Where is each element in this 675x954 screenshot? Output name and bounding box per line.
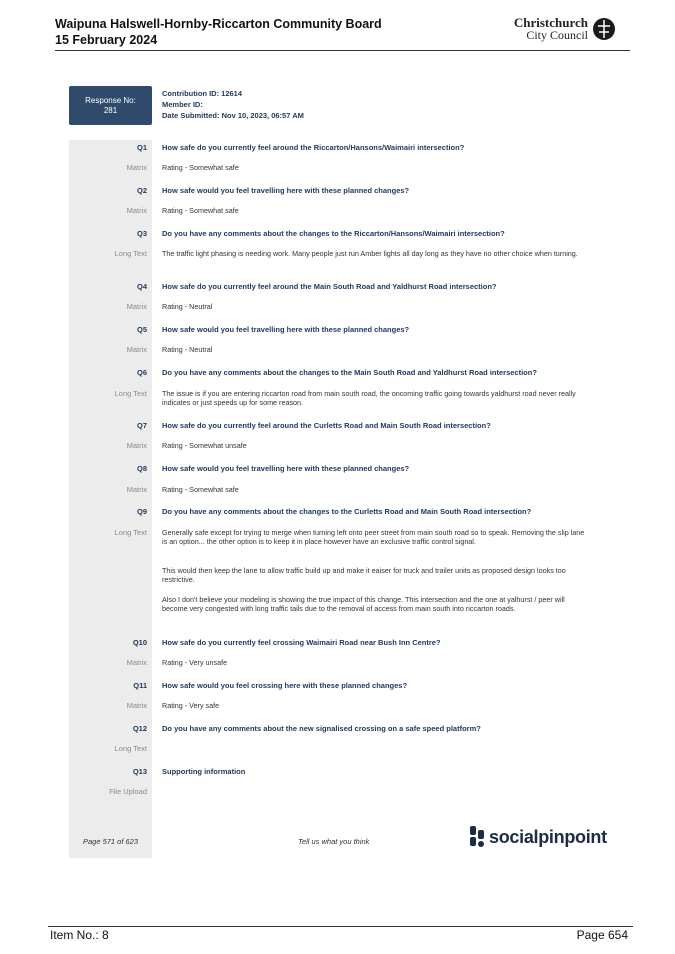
- answer-text: Rating - Somewhat safe: [162, 485, 239, 494]
- question-type: Matrix: [126, 163, 147, 172]
- question-number: Q13: [132, 767, 147, 776]
- question-type: Matrix: [126, 485, 147, 494]
- question-number: Q2: [136, 186, 147, 195]
- question-text: Supporting information: [162, 767, 246, 776]
- member-id-label: Member ID:: [162, 100, 203, 109]
- question-number: Q9: [136, 507, 147, 516]
- ccc-logo-icon: [592, 17, 616, 41]
- question-number: Q3: [136, 229, 147, 238]
- document-page-number: Page 654: [576, 928, 628, 942]
- socialpinpoint-logo-icon: [470, 826, 485, 848]
- response-label: Response No:: [85, 95, 136, 105]
- question-type: Long Text: [114, 744, 147, 753]
- question-number: Q8: [136, 464, 147, 473]
- answer-text: The traffic light phasing is needing work. Many people just run Amber lights all day long as they have no other choice when turning.: [162, 249, 578, 258]
- answer-text: Rating - Somewhat unsafe: [162, 441, 247, 450]
- question-type: Matrix: [126, 302, 147, 311]
- socialpinpoint-logo: [470, 826, 607, 848]
- question-number: Q5: [136, 325, 147, 334]
- question-type: Long Text: [114, 389, 147, 398]
- response-number: 281: [103, 105, 118, 115]
- answer-text: Rating - Somewhat safe: [162, 163, 239, 172]
- footer-rule: [48, 926, 633, 927]
- ccc-logo: [514, 17, 616, 41]
- question-type: Matrix: [126, 701, 147, 710]
- question-type: Matrix: [126, 441, 147, 450]
- report-page-number: Page 571 of 623: [82, 837, 139, 846]
- contribution-label: Contribution ID:: [162, 89, 222, 98]
- question-type: Long Text: [114, 528, 147, 537]
- answer-text: Generally safe except for trying to merge when turning left onto peer street from main south road so to speak. Removing the slip lane is an option... the other option is to keep it in place however have an exclusive traffic control signal.: [162, 528, 585, 547]
- document-header: [55, 16, 630, 51]
- question-type: File Upload: [109, 787, 147, 796]
- logo-line2: City Council: [526, 28, 588, 42]
- answer-text: Rating - Neutral: [162, 345, 213, 354]
- answer-text: Rating - Neutral: [162, 302, 213, 311]
- question-number: Q10: [132, 638, 147, 647]
- question-text: How safe do you currently feel around the Curletts Road and Main South Road intersection?: [162, 421, 491, 430]
- question-type: Long Text: [114, 249, 147, 258]
- answer-text: Also I don't believe your modeling is showing the true impact of this change. This intersection and the one at yalhurst / peer will become very congested with long traffic tails due to the removal of access from main south into riccarton roads.: [162, 595, 565, 614]
- question-text: How safe do you currently feel around the Main South Road and Yaldhurst Road intersection?: [162, 282, 497, 291]
- question-number: Q4: [136, 282, 147, 291]
- submission-meta: [162, 88, 304, 121]
- contribution-id: 12614: [221, 89, 243, 98]
- brand-name: socialpinpoint: [489, 826, 607, 847]
- question-text: Do you have any comments about the changes to the Riccarton/Hansons/Waimairi intersection?: [162, 229, 505, 238]
- document-title: Waipuna Halswell-Hornby-Riccarton Community Board: [55, 17, 382, 31]
- logo-line1: Christchurch: [513, 15, 588, 30]
- answer-text: The issue is if you are entering riccarton road from main south road, the oncoming traffic going towards yaldhurst road never really indicates or just speeds up for some reason.: [162, 389, 576, 408]
- question-number: Q6: [136, 368, 147, 377]
- question-number: Q1: [136, 143, 147, 152]
- question-number: Q11: [133, 681, 147, 690]
- question-text: How safe would you feel travelling here with these planned changes?: [162, 464, 410, 473]
- answer-text: Rating - Very unsafe: [162, 658, 228, 667]
- question-text: How safe would you feel crossing here with these planned changes?: [162, 681, 408, 690]
- item-number: Item No.: 8: [50, 928, 109, 942]
- question-number: Q12: [132, 724, 147, 733]
- question-text: Do you have any comments about the changes to the Main South Road and Yaldhurst Road intersection?: [162, 368, 537, 377]
- answer-text: Rating - Very safe: [162, 701, 220, 710]
- response-number-box: [69, 86, 152, 125]
- question-text: How safe would you feel travelling here with these planned changes?: [162, 186, 410, 195]
- question-text: How safe do you currently feel around the Riccarton/Hansons/Waimairi intersection?: [162, 143, 465, 152]
- question-type: Matrix: [126, 658, 147, 667]
- answer-text: This would then keep the lane to allow traffic build up and make it eaiser for truck and trailer units as proposed design looks too restrictive.: [162, 566, 566, 585]
- answer-text: Rating - Somewhat safe: [162, 206, 239, 215]
- question-text: How safe would you feel travelling here with these planned changes?: [162, 325, 410, 334]
- document-date: 15 February 2024: [55, 33, 158, 47]
- question-type: Matrix: [126, 206, 147, 215]
- question-text: How safe do you currently feel crossing Waimairi Road near Bush Inn Centre?: [162, 638, 441, 647]
- date-label: Date Submitted:: [162, 111, 222, 120]
- report-tagline: Tell us what you think: [298, 837, 370, 846]
- question-text: Do you have any comments about the changes to the Curletts Road and Main South Road intersection?: [162, 507, 532, 516]
- question-type: Matrix: [126, 345, 147, 354]
- question-text: Do you have any comments about the new signalised crossing on a safe speed platform?: [162, 724, 481, 733]
- date-submitted: Nov 10, 2023, 06:57 AM: [221, 111, 304, 120]
- question-number: Q7: [136, 421, 147, 430]
